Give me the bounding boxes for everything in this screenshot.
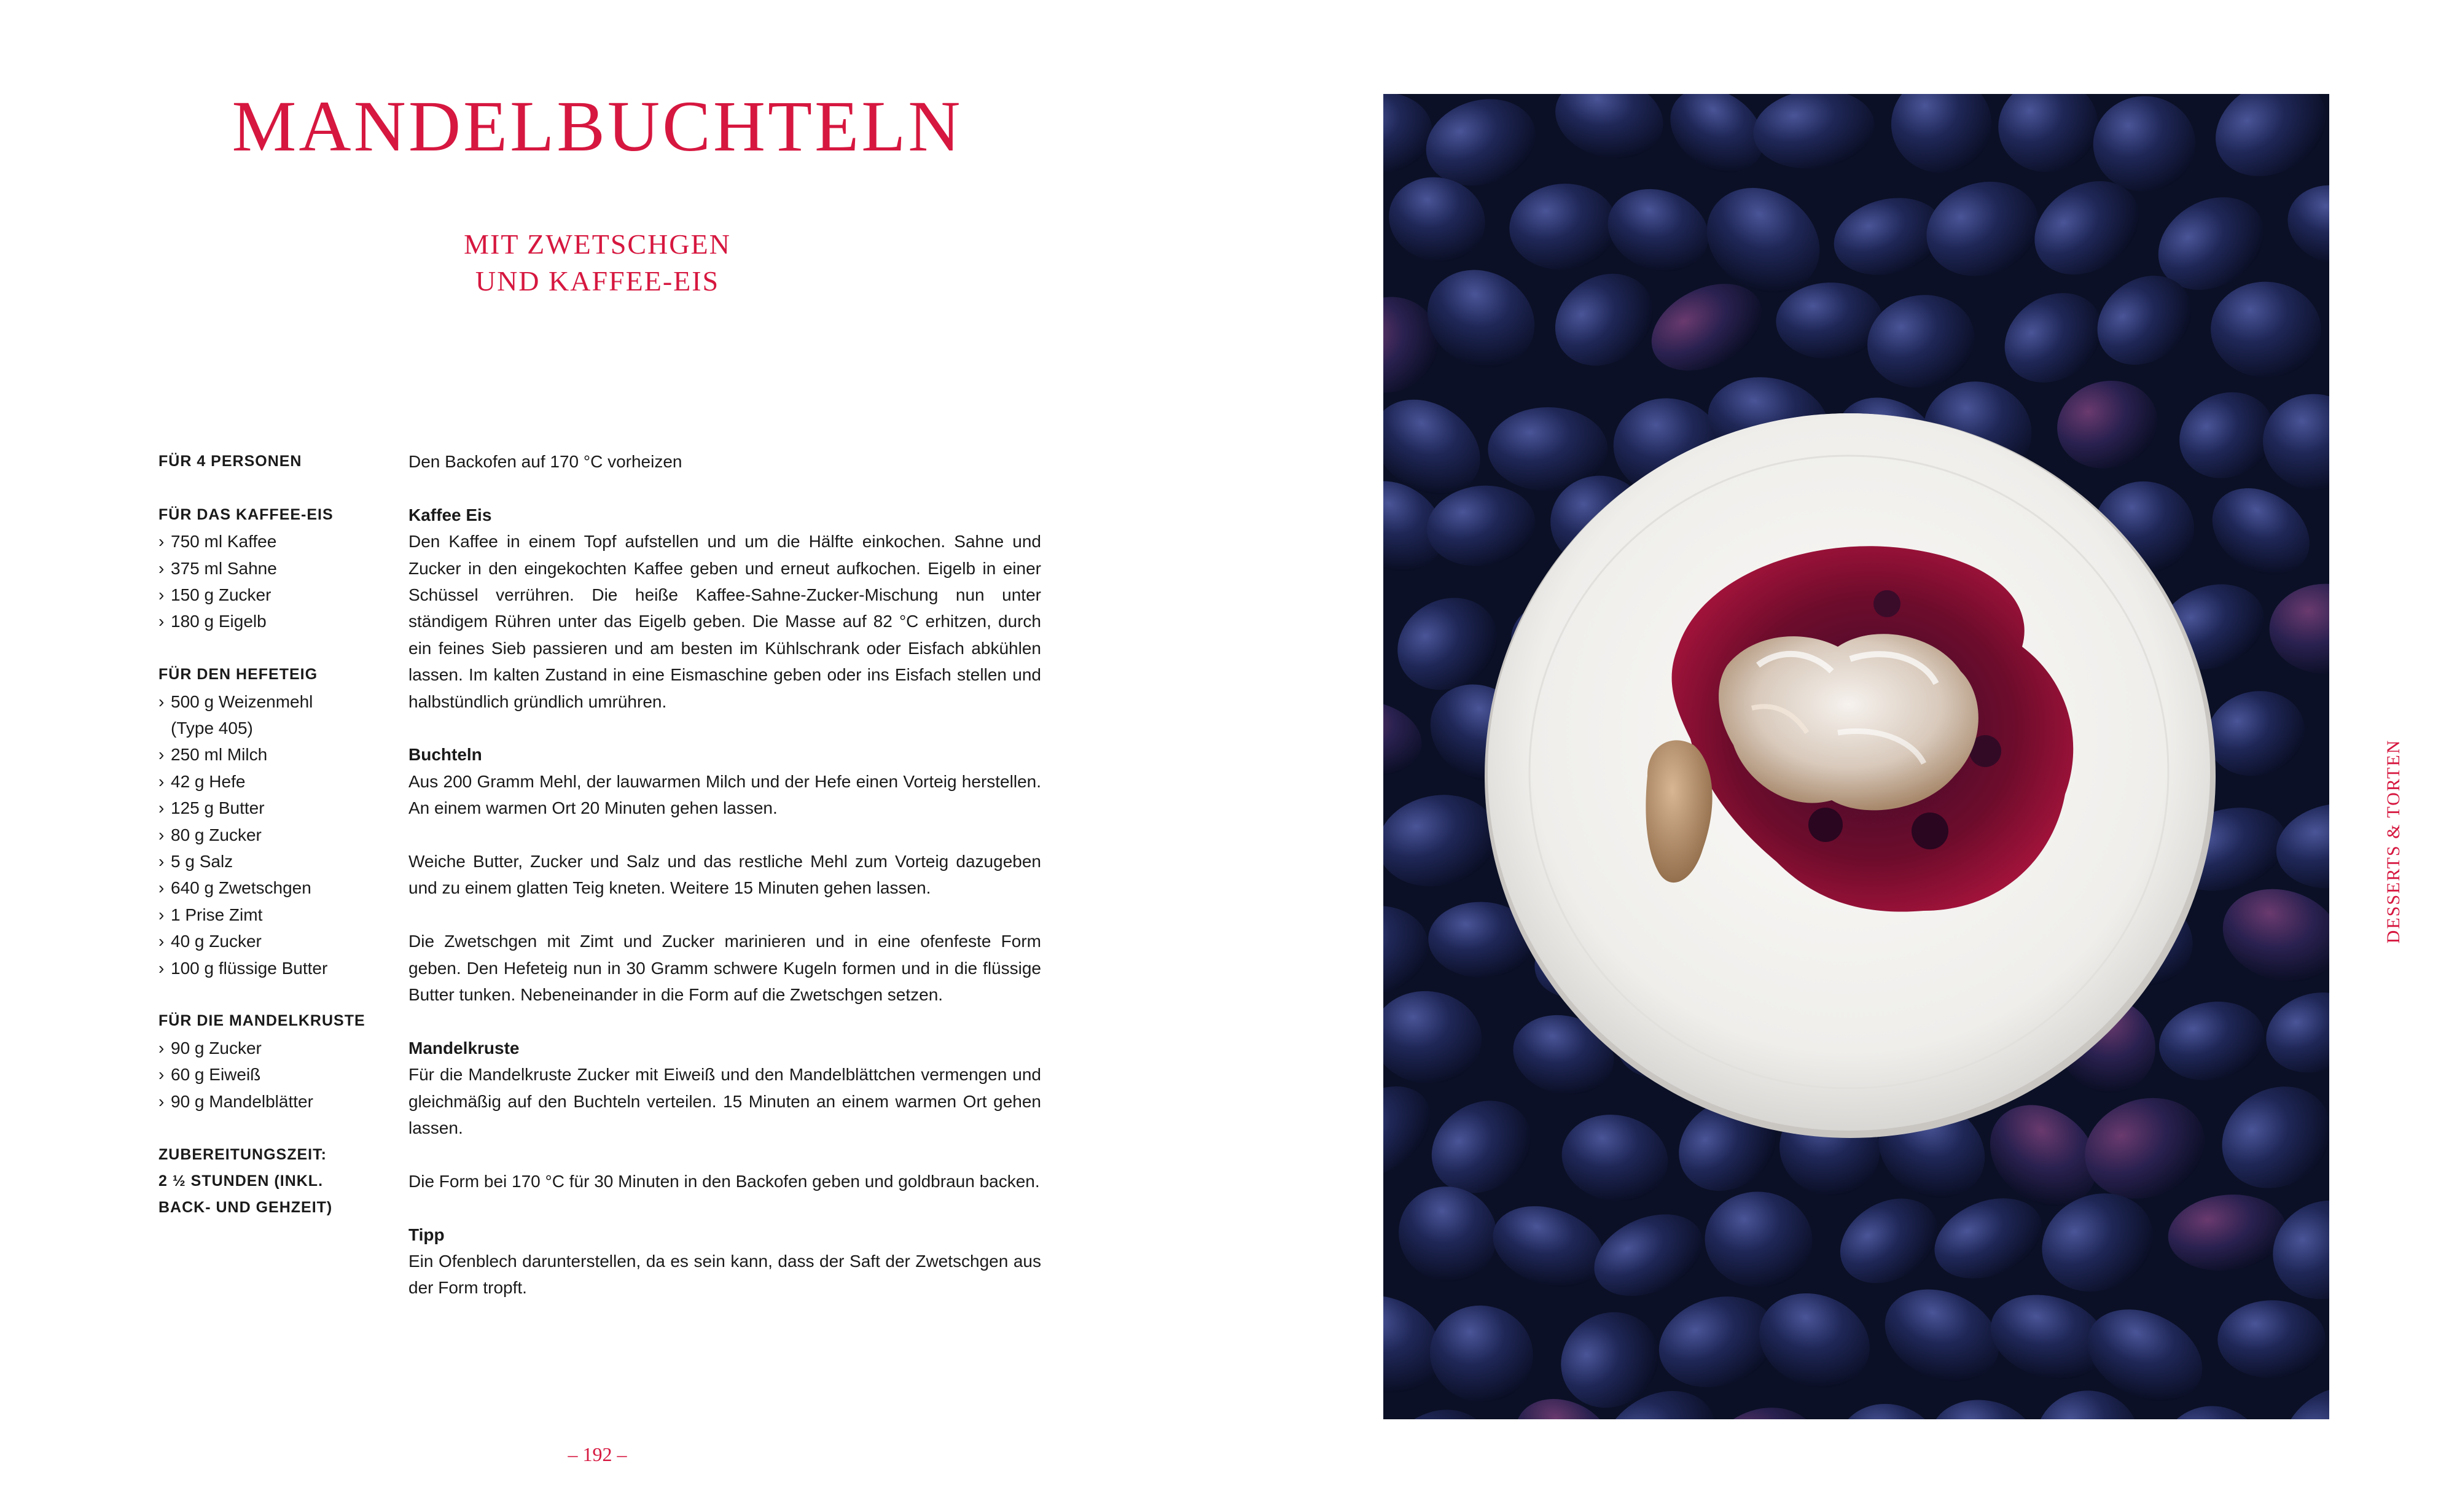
ingredient-item: › 100 g flüssige Butter (158, 955, 392, 981)
ingredient-item: › 750 ml Kaffee (158, 528, 392, 555)
ingredient-group-heading: FÜR DEN HEFETEIG (158, 666, 318, 684)
step-text: Weiche Butter, Zucker und Salz und das restliche Mehl zum Vorteig dazugeben und zu einem glatten Teig kneten. Weitere 15 Minuten gehen lassen. (408, 852, 1041, 898)
dish-photo (1383, 94, 2329, 1419)
step-text: Für die Mandelkruste Zucker mit Eiweiß und den Mandelblättchen vermengen und gleichmäßig auf den Buchteln verteilen. 15 Minuten an einem warmen Ort gehen lassen. (408, 1065, 1041, 1138)
step-heading-kaffee-eis: Kaffee Eis (408, 505, 492, 524)
ingredient-item: › 640 g Zwetschgen (158, 875, 392, 901)
recipe-title: MANDELBUCHTELN (232, 86, 963, 166)
ingredient-item: › 500 g Weizenmehl (158, 688, 392, 715)
ingredient-item: › 180 g Eigelb (158, 608, 392, 634)
page-number: – 192 – (568, 1443, 627, 1465)
ingredient-item: › 90 g Mandelblätter (158, 1088, 392, 1115)
tip-text: Ein Ofenblech darunterstellen, da es sein kann, dass der Saft der Zwetschgen aus der Form tropft. (408, 1252, 1041, 1298)
ingredient-item: › 90 g Zucker (158, 1035, 392, 1061)
prep-time-line: ZUBEREITUNGSZEIT: (158, 1145, 327, 1163)
prep-time-line: 2 ½ STUNDEN (INKL. (158, 1172, 324, 1190)
step-heading-mandelkruste: Mandelkruste (408, 1038, 520, 1058)
ingredient-item: › 250 ml Milch (158, 741, 392, 768)
ingredient-item-note: (Type 405) (171, 719, 253, 738)
step-text: Die Form bei 170 °C für 30 Minuten in den Backofen geben und goldbraun backen. (408, 1171, 1040, 1191)
recipe-subtitle (0, 226, 1195, 300)
servings-label: FÜR 4 PERSONEN (158, 453, 302, 470)
ingredient-item: › 150 g Zucker (158, 582, 392, 608)
section-label-text: DESSERTS & TORTEN (2383, 739, 2404, 944)
ingredient-item: › 5 g Salz (158, 848, 392, 875)
section-label (2383, 739, 2418, 944)
ingredients-sidebar (158, 448, 392, 1222)
instructions (408, 448, 1041, 1301)
step-text: Aus 200 Gramm Mehl, der lauwarmen Milch und der Hefe einen Vorteig herstellen. An einem warmen Ort 20 Minuten gehen lassen. (408, 771, 1041, 818)
step-text: Den Kaffee in einem Topf aufstellen und um die Hälfte einkochen. Sahne und Zucker in den eingekochten Kaffee geben und erneut aufkochen. Eigelb in einer Schüssel verrühren. Die heiße Kaffee-Sahne-Zucker-Mischung nun unter ständigem Rühren unter das Eigelb geben. Die Masse auf 82 °C erhitzen, durch ein feines Sieb passieren und am besten im Kühlschrank oder Eisfach abkühlen lassen. Im kalten Zustand in eine Eismaschine geben oder ins Eisfach stellen und halbstündlich gründlich umrühren. (408, 532, 1041, 711)
ingredient-item: › 60 g Eiweiß (158, 1061, 392, 1088)
step-heading-buchteln: Buchteln (408, 745, 482, 765)
ingredient-item: › 40 g Zucker (158, 928, 392, 954)
ingredient-group-heading: FÜR DIE MANDELKRUSTE (158, 1012, 365, 1030)
intro-text: Den Backofen auf 170 °C vorheizen (408, 452, 682, 471)
ingredient-item: › 125 g Butter (158, 795, 392, 821)
prep-time-line: BACK- UND GEHZEIT) (158, 1199, 333, 1217)
step-text: Die Zwetschgen mit Zimt und Zucker marinieren und in eine ofenfeste Form geben. Den Hefeteig nun in 30 Gramm schwere Kugeln formen und in die flüssige Butter tunken. Nebeneinander in die Form auf die Zwetschgen setzen. (408, 932, 1041, 1005)
ingredient-item: › 42 g Hefe (158, 768, 392, 795)
ingredient-item: › 375 ml Sahne (158, 555, 392, 582)
step-heading-tipp: Tipp (408, 1225, 445, 1244)
subtitle-line-2: UND KAFFEE-EIS (475, 265, 720, 297)
ingredient-item: › 80 g Zucker (158, 822, 392, 848)
ingredient-item: › 1 Prise Zimt (158, 902, 392, 928)
subtitle-line-1: MIT ZWETSCHGEN (464, 228, 731, 260)
ingredient-group-heading: FÜR DAS KAFFEE-EIS (158, 505, 334, 523)
